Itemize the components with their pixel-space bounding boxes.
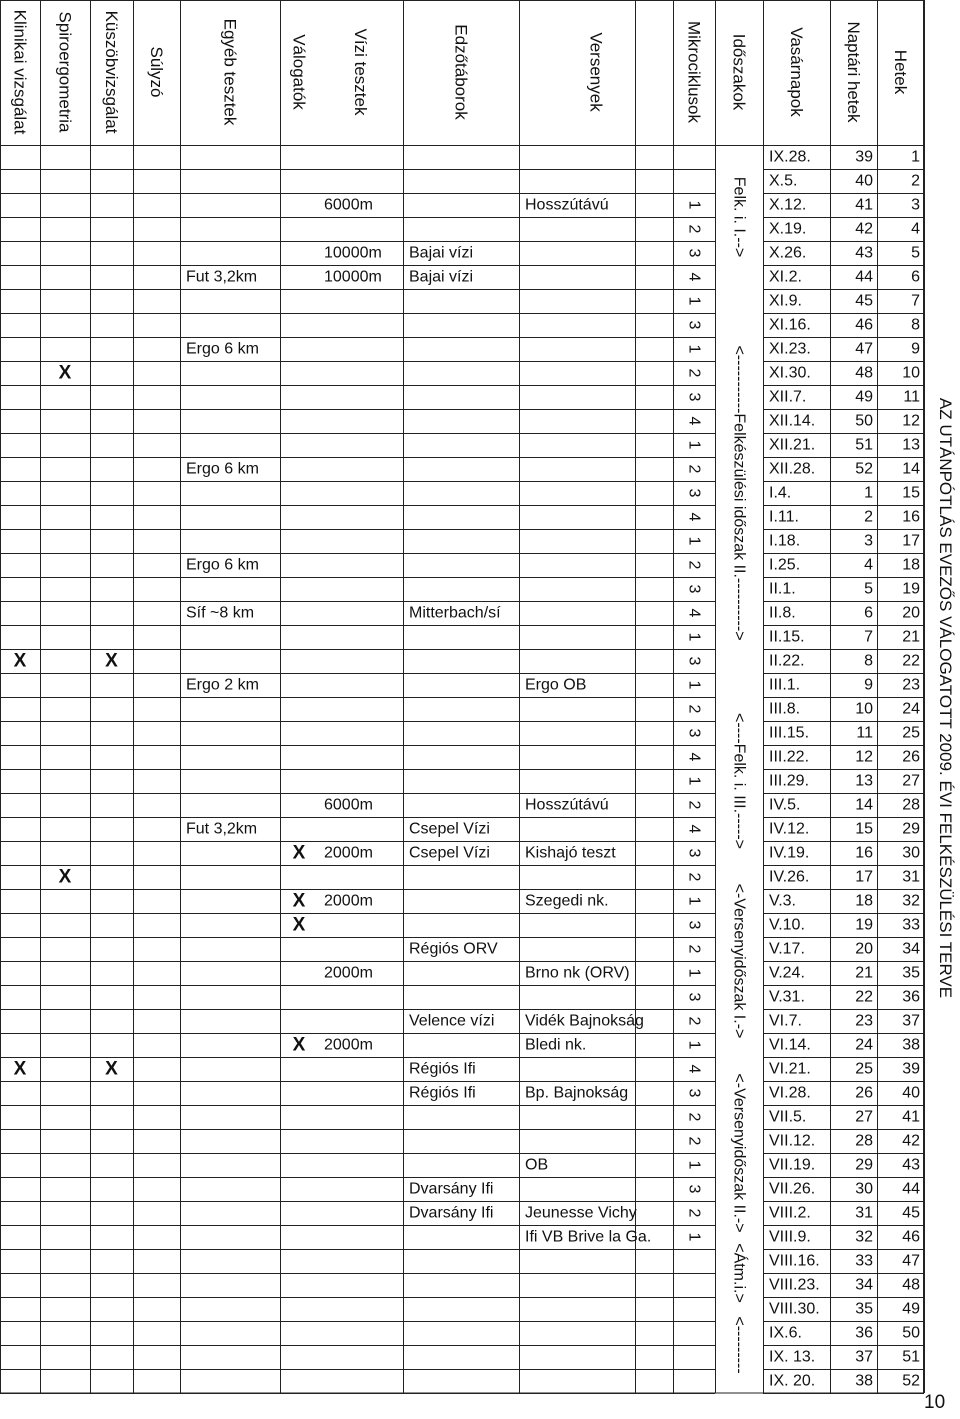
- cell-naptari: 33: [855, 1252, 873, 1270]
- header-egyeb: Egyéb tesztek: [220, 18, 240, 126]
- cell-naptari: 34: [855, 1276, 873, 1294]
- cell-versenyek: Brno nk (ORV): [525, 964, 630, 982]
- cell-mikro: 1: [685, 1232, 703, 1242]
- cell-mikro: 2: [685, 1136, 703, 1146]
- cell-hetek: 8: [911, 316, 920, 334]
- cell-versenyek: Hosszútávú: [525, 196, 609, 214]
- cell-mikro: 2: [685, 368, 703, 378]
- cell-versenyek: Bledi nk.: [525, 1036, 587, 1054]
- cell-hetek: 6: [911, 268, 920, 286]
- cell-mikro: 1: [685, 440, 703, 450]
- cell-mikro: 3: [685, 1184, 703, 1194]
- cell-valogatok: X: [292, 914, 306, 936]
- header-klinikai: Klinikai vizsgálat: [10, 9, 30, 135]
- cell-mikro: 2: [685, 560, 703, 570]
- cell-naptari: 32: [855, 1228, 873, 1246]
- cell-naptari: 9: [864, 676, 873, 694]
- cell-naptari: 37: [855, 1348, 873, 1366]
- cell-mikro: 2: [685, 1208, 703, 1218]
- cell-vizi: 6000m: [324, 196, 373, 214]
- cell-mikro: 3: [685, 656, 703, 666]
- cell-egyeb: Síf ~8 km: [186, 604, 255, 622]
- cell-naptari: 2: [864, 508, 873, 526]
- cell-mikro: 2: [685, 1112, 703, 1122]
- cell-vasarnapok: VIII.9.: [769, 1228, 811, 1246]
- cell-naptari: 17: [855, 868, 873, 886]
- cell-mikro: 1: [685, 968, 703, 978]
- cell-naptari: 51: [855, 436, 873, 454]
- cell-naptari: 41: [855, 196, 873, 214]
- cell-mikro: 4: [685, 824, 703, 834]
- period-label: Felk. i. I.-->: [730, 176, 748, 258]
- header-sulyzo: Súlyzó: [147, 46, 166, 98]
- cell-vasarnapok: III.29.: [769, 772, 810, 790]
- cell-versenyek: Szegedi nk.: [525, 892, 609, 910]
- page-number: 10: [924, 1392, 946, 1413]
- cell-vasarnapok: X.12.: [769, 196, 807, 214]
- cell-hetek: 42: [902, 1132, 920, 1150]
- cell-mikro: 1: [685, 536, 703, 546]
- cell-vasarnapok: III.22.: [769, 748, 810, 766]
- cell-hetek: 37: [902, 1012, 920, 1030]
- cell-klinikai: X: [13, 650, 27, 672]
- header-vizi: Vízi tesztek: [351, 28, 370, 116]
- header-versenyek: Versenyek: [586, 32, 606, 112]
- cell-vasarnapok: XII.21.: [769, 436, 816, 454]
- cell-naptari: 29: [855, 1156, 873, 1174]
- cell-hetek: 2: [911, 172, 920, 190]
- cell-naptari: 49: [855, 388, 873, 406]
- header-vasarnapok: Vasárnapok: [787, 27, 806, 117]
- cell-vasarnapok: XII.7.: [769, 388, 807, 406]
- cell-hetek: 30: [902, 844, 920, 862]
- cell-hetek: 1: [911, 148, 920, 166]
- cell-mikro: 3: [685, 728, 703, 738]
- cell-vasarnapok: I.11.: [769, 508, 799, 526]
- cell-egyeb: Fut 3,2km: [186, 820, 258, 838]
- cell-hetek: 11: [903, 388, 920, 406]
- cell-naptari: 3: [864, 532, 873, 550]
- cell-mikro: 3: [685, 488, 703, 498]
- cell-edzotaborok: Régiós Ifi: [409, 1084, 476, 1102]
- cell-mikro: 4: [685, 272, 703, 282]
- cell-hetek: 29: [902, 820, 920, 838]
- cell-hetek: 4: [911, 220, 920, 238]
- cell-hetek: 22: [902, 652, 920, 670]
- cell-vasarnapok: IV.5.: [769, 796, 801, 814]
- cell-hetek: 32: [902, 892, 920, 910]
- cell-naptari: 28: [855, 1132, 873, 1150]
- cell-hetek: 18: [902, 556, 920, 574]
- cell-naptari: 4: [864, 556, 873, 574]
- cell-kuszob: X: [105, 650, 118, 672]
- cell-naptari: 35: [855, 1300, 873, 1318]
- cell-hetek: 16: [902, 508, 920, 526]
- cell-naptari: 13: [855, 772, 873, 790]
- cell-vasarnapok: V.10.: [769, 916, 805, 934]
- cell-naptari: 48: [855, 364, 873, 382]
- cell-naptari: 47: [855, 340, 873, 358]
- cell-hetek: 33: [902, 916, 920, 934]
- cell-naptari: 19: [855, 916, 873, 934]
- cell-spiro: X: [58, 866, 72, 888]
- cell-vasarnapok: VII.19.: [769, 1156, 816, 1174]
- cell-hetek: 31: [902, 868, 920, 886]
- cell-mikro: 1: [685, 344, 703, 354]
- cell-hetek: 43: [902, 1156, 920, 1174]
- cell-mikro: 4: [685, 752, 703, 762]
- cell-mikro: 1: [685, 1040, 703, 1050]
- cell-vizi: 10000m: [324, 268, 382, 286]
- cell-mikro: 1: [685, 200, 703, 210]
- cell-naptari: 36: [855, 1324, 873, 1342]
- cell-vasarnapok: XI.30.: [769, 364, 811, 382]
- cell-edzotaborok: Velence vízi: [409, 1012, 495, 1030]
- cell-vasarnapok: II.1.: [769, 580, 796, 598]
- cell-vasarnapok: X.5.: [769, 172, 798, 190]
- cell-kuszob: X: [105, 1058, 118, 1080]
- cell-vasarnapok: VII.26.: [769, 1180, 816, 1198]
- header-naptari: Naptári hetek: [844, 21, 863, 123]
- cell-mikro: 2: [685, 704, 703, 714]
- cell-vizi: 6000m: [324, 796, 373, 814]
- cell-naptari: 23: [855, 1012, 873, 1030]
- cell-hetek: 27: [902, 772, 920, 790]
- cell-naptari: 44: [855, 268, 873, 286]
- cell-vasarnapok: III.15.: [769, 724, 810, 742]
- cell-versenyek: OB: [525, 1156, 549, 1174]
- cell-vasarnapok: VII.12.: [769, 1132, 816, 1150]
- cell-hetek: 23: [902, 676, 920, 694]
- cell-naptari: 6: [864, 604, 873, 622]
- header-hetek: Hetek: [891, 49, 910, 95]
- cell-edzotaborok: Bajai vízi: [409, 244, 474, 262]
- cell-egyeb: Ergo 2 km: [186, 676, 259, 694]
- cell-mikro: 2: [685, 800, 703, 810]
- cell-vasarnapok: V.31.: [769, 988, 805, 1006]
- cell-naptari: 39: [855, 148, 873, 166]
- cell-vasarnapok: XI.2.: [769, 268, 802, 286]
- cell-vizi: 10000m: [324, 244, 382, 262]
- cell-hetek: 15: [902, 484, 920, 502]
- cell-hetek: 36: [902, 988, 920, 1006]
- cell-versenyek: Bp. Bajnokság: [525, 1084, 629, 1102]
- cell-hetek: 35: [902, 964, 920, 982]
- cell-hetek: 20: [902, 604, 920, 622]
- header-idoszakok: Időszakok: [729, 33, 749, 111]
- cell-klinikai: X: [13, 1058, 27, 1080]
- cell-mikro: 1: [685, 776, 703, 786]
- cell-hetek: 45: [902, 1204, 920, 1222]
- cell-edzotaborok: Bajai vízi: [409, 268, 474, 286]
- cell-vizi: 2000m: [324, 844, 373, 862]
- cell-vizi: 2000m: [324, 964, 373, 982]
- cell-egyeb: Ergo 6 km: [186, 556, 259, 574]
- cell-mikro: 1: [685, 296, 703, 306]
- cell-vasarnapok: V.24.: [769, 964, 805, 982]
- cell-mikro: 3: [685, 248, 703, 258]
- cell-hetek: 38: [902, 1036, 920, 1054]
- cell-vasarnapok: VI.21.: [769, 1060, 811, 1078]
- cell-vasarnapok: II.8.: [769, 604, 796, 622]
- cell-mikro: 4: [685, 416, 703, 426]
- cell-vasarnapok: XI.23.: [769, 340, 811, 358]
- cell-naptari: 1: [864, 484, 873, 502]
- cell-hetek: 39: [902, 1060, 920, 1078]
- cell-mikro: 3: [685, 848, 703, 858]
- cell-vasarnapok: IV.12.: [769, 820, 810, 838]
- cell-vasarnapok: IX.6.: [769, 1324, 802, 1342]
- cell-mikro: 1: [685, 680, 703, 690]
- cell-vasarnapok: II.15.: [769, 628, 805, 646]
- cell-edzotaborok: Csepel Vízi: [409, 820, 490, 838]
- period-label: <-----------Felkészülési időszak II.---------->: [730, 345, 748, 641]
- cell-vasarnapok: VIII.30.: [769, 1300, 820, 1318]
- cell-egyeb: Ergo 6 km: [186, 460, 259, 478]
- cell-edzotaborok: Mitterbach/sí: [409, 604, 501, 622]
- header-mikro: Mikrociklusok: [684, 20, 704, 124]
- cell-naptari: 31: [855, 1204, 873, 1222]
- cell-mikro: 3: [685, 584, 703, 594]
- cell-vasarnapok: IX.28.: [769, 148, 811, 166]
- cell-naptari: 50: [855, 412, 873, 430]
- cell-mikro: 2: [685, 224, 703, 234]
- cell-naptari: 38: [855, 1372, 873, 1390]
- period-label: <---------: [730, 1316, 748, 1374]
- cell-hetek: 5: [911, 244, 920, 262]
- cell-vasarnapok: V.3.: [769, 892, 796, 910]
- cell-mikro: 2: [685, 1016, 703, 1026]
- cell-hetek: 34: [902, 940, 920, 958]
- cell-mikro: 3: [685, 992, 703, 1002]
- cell-mikro: 2: [685, 944, 703, 954]
- cell-naptari: 25: [855, 1060, 873, 1078]
- cell-hetek: 41: [902, 1108, 920, 1126]
- cell-naptari: 52: [855, 460, 873, 478]
- cell-vasarnapok: VI.28.: [769, 1084, 811, 1102]
- cell-naptari: 10: [855, 700, 873, 718]
- cell-hetek: 50: [902, 1324, 920, 1342]
- cell-versenyek: Vidék Bajnokság: [525, 1012, 644, 1030]
- header-kuszob: Küszöbvizsgálat: [102, 10, 121, 134]
- cell-naptari: 42: [855, 220, 873, 238]
- cell-edzotaborok: Régiós ORV: [409, 940, 498, 958]
- cell-valogatok: X: [292, 890, 306, 912]
- cell-versenyek: Kishajó teszt: [525, 844, 616, 862]
- cell-valogatok: X: [292, 1034, 306, 1056]
- cell-vasarnapok: II.22.: [769, 652, 805, 670]
- period-label: <-Versenyidőszak I.->: [730, 883, 748, 1039]
- cell-hetek: 46: [902, 1228, 920, 1246]
- cell-vasarnapok: IV.19.: [769, 844, 810, 862]
- cell-mikro: 3: [685, 920, 703, 930]
- cell-vasarnapok: VII.5.: [769, 1108, 807, 1126]
- cell-hetek: 17: [902, 532, 920, 550]
- cell-hetek: 21: [902, 628, 920, 646]
- cell-vasarnapok: III.1.: [769, 676, 801, 694]
- cell-naptari: 27: [855, 1108, 873, 1126]
- cell-vasarnapok: XI.9.: [769, 292, 802, 310]
- cell-hetek: 12: [902, 412, 920, 430]
- cell-hetek: 19: [902, 580, 920, 598]
- cell-mikro: 1: [685, 1160, 703, 1170]
- cell-mikro: 3: [685, 320, 703, 330]
- cell-naptari: 26: [855, 1084, 873, 1102]
- cell-hetek: 44: [902, 1180, 920, 1198]
- cell-mikro: 1: [685, 632, 703, 642]
- header-edzotaborok: Edzőtáborok: [451, 24, 471, 120]
- cell-versenyek: Ifi VB Brive la Ga.: [525, 1228, 652, 1246]
- cell-vasarnapok: VIII.2.: [769, 1204, 811, 1222]
- cell-edzotaborok: Csepel Vízi: [409, 844, 490, 862]
- cell-hetek: 14: [902, 460, 920, 478]
- cell-naptari: 20: [855, 940, 873, 958]
- cell-hetek: 25: [902, 724, 920, 742]
- cell-vasarnapok: I.25.: [769, 556, 801, 574]
- cell-naptari: 30: [855, 1180, 873, 1198]
- cell-naptari: 21: [855, 964, 873, 982]
- cell-mikro: 4: [685, 608, 703, 618]
- cell-naptari: 40: [855, 172, 873, 190]
- cell-naptari: 8: [864, 652, 873, 670]
- cell-vasarnapok: XII.14.: [769, 412, 816, 430]
- cell-mikro: 4: [685, 512, 703, 522]
- cell-naptari: 12: [855, 748, 873, 766]
- cell-vasarnapok: XII.28.: [769, 460, 816, 478]
- cell-hetek: 13: [902, 436, 920, 454]
- cell-hetek: 7: [911, 292, 920, 310]
- cell-vizi: 2000m: [324, 1036, 373, 1054]
- cell-hetek: 24: [902, 700, 920, 718]
- period-label: <----Felk. i. III.----->: [730, 713, 748, 849]
- cell-egyeb: Ergo 6 km: [186, 340, 259, 358]
- period-label: <Átm.i.>: [730, 1243, 748, 1303]
- cell-vasarnapok: X.26.: [769, 244, 807, 262]
- cell-vasarnapok: IX. 20.: [769, 1372, 816, 1390]
- cell-vasarnapok: IV.26.: [769, 868, 810, 886]
- cell-naptari: 16: [855, 844, 873, 862]
- cell-naptari: 5: [864, 580, 873, 598]
- cell-vasarnapok: X.19.: [769, 220, 807, 238]
- cell-mikro: 1: [685, 896, 703, 906]
- cell-edzotaborok: Régiós Ifi: [409, 1060, 476, 1078]
- cell-naptari: 14: [855, 796, 873, 814]
- header-valogatok: Válogatók: [289, 34, 309, 110]
- cell-edzotaborok: Dvarsány Ifi: [409, 1180, 494, 1198]
- cell-versenyek: Jeunesse Vichy: [525, 1204, 637, 1222]
- cell-hetek: 49: [902, 1300, 920, 1318]
- cell-vasarnapok: I.18.: [769, 532, 801, 550]
- cell-hetek: 48: [902, 1276, 920, 1294]
- header-spiro: Spiroergometria: [55, 11, 75, 133]
- period-label: <-Versenyidőszak II.->: [730, 1073, 748, 1233]
- cell-naptari: 11: [856, 724, 873, 742]
- column-headers: [11, 10, 911, 135]
- cell-hetek: 40: [902, 1084, 920, 1102]
- cell-versenyek: Ergo OB: [525, 676, 587, 694]
- cell-mikro: 3: [685, 392, 703, 402]
- cell-versenyek: Hosszútávú: [525, 796, 609, 814]
- cell-vasarnapok: VIII.23.: [769, 1276, 820, 1294]
- cell-vasarnapok: III.8.: [769, 700, 801, 718]
- cell-vasarnapok: IX. 13.: [769, 1348, 816, 1366]
- cell-mikro: 3: [685, 1088, 703, 1098]
- cell-vizi: 2000m: [324, 892, 373, 910]
- cell-hetek: 51: [902, 1348, 920, 1366]
- cell-hetek: 3: [911, 196, 920, 214]
- cell-vasarnapok: V.17.: [769, 940, 805, 958]
- cell-naptari: 18: [855, 892, 873, 910]
- cell-egyeb: Fut 3,2km: [186, 268, 258, 286]
- cell-valogatok: X: [292, 842, 306, 864]
- cell-vasarnapok: VI.14.: [769, 1036, 811, 1054]
- cell-vasarnapok: VIII.16.: [769, 1252, 820, 1270]
- period-labels: [731, 177, 750, 1374]
- cell-hetek: 28: [902, 796, 920, 814]
- document-title: AZ UTÁNPÓTLÁS EVEZŐS VÁLOGATOTT 2009. ÉVI FELKÉSZÜLÉSI TERVE: [936, 397, 955, 999]
- cell-naptari: 24: [855, 1036, 873, 1054]
- cell-hetek: 26: [902, 748, 920, 766]
- cell-mikro: 2: [685, 464, 703, 474]
- cell-vasarnapok: XI.16.: [769, 316, 811, 334]
- cell-vasarnapok: I.4.: [769, 484, 792, 502]
- cell-mikro: 2: [685, 872, 703, 882]
- cell-edzotaborok: Dvarsány Ifi: [409, 1204, 494, 1222]
- cell-naptari: 7: [864, 628, 873, 646]
- cell-naptari: 22: [855, 988, 873, 1006]
- cell-naptari: 46: [855, 316, 873, 334]
- cell-naptari: 45: [855, 292, 873, 310]
- cell-vasarnapok: VI.7.: [769, 1012, 802, 1030]
- cell-hetek: 9: [911, 340, 920, 358]
- cell-naptari: 43: [855, 244, 873, 262]
- cell-hetek: 10: [902, 364, 920, 382]
- cell-mikro: 4: [685, 1064, 703, 1074]
- cell-hetek: 47: [902, 1252, 920, 1270]
- cell-hetek: 52: [902, 1372, 920, 1390]
- cell-spiro: X: [58, 362, 72, 384]
- cell-naptari: 15: [855, 820, 873, 838]
